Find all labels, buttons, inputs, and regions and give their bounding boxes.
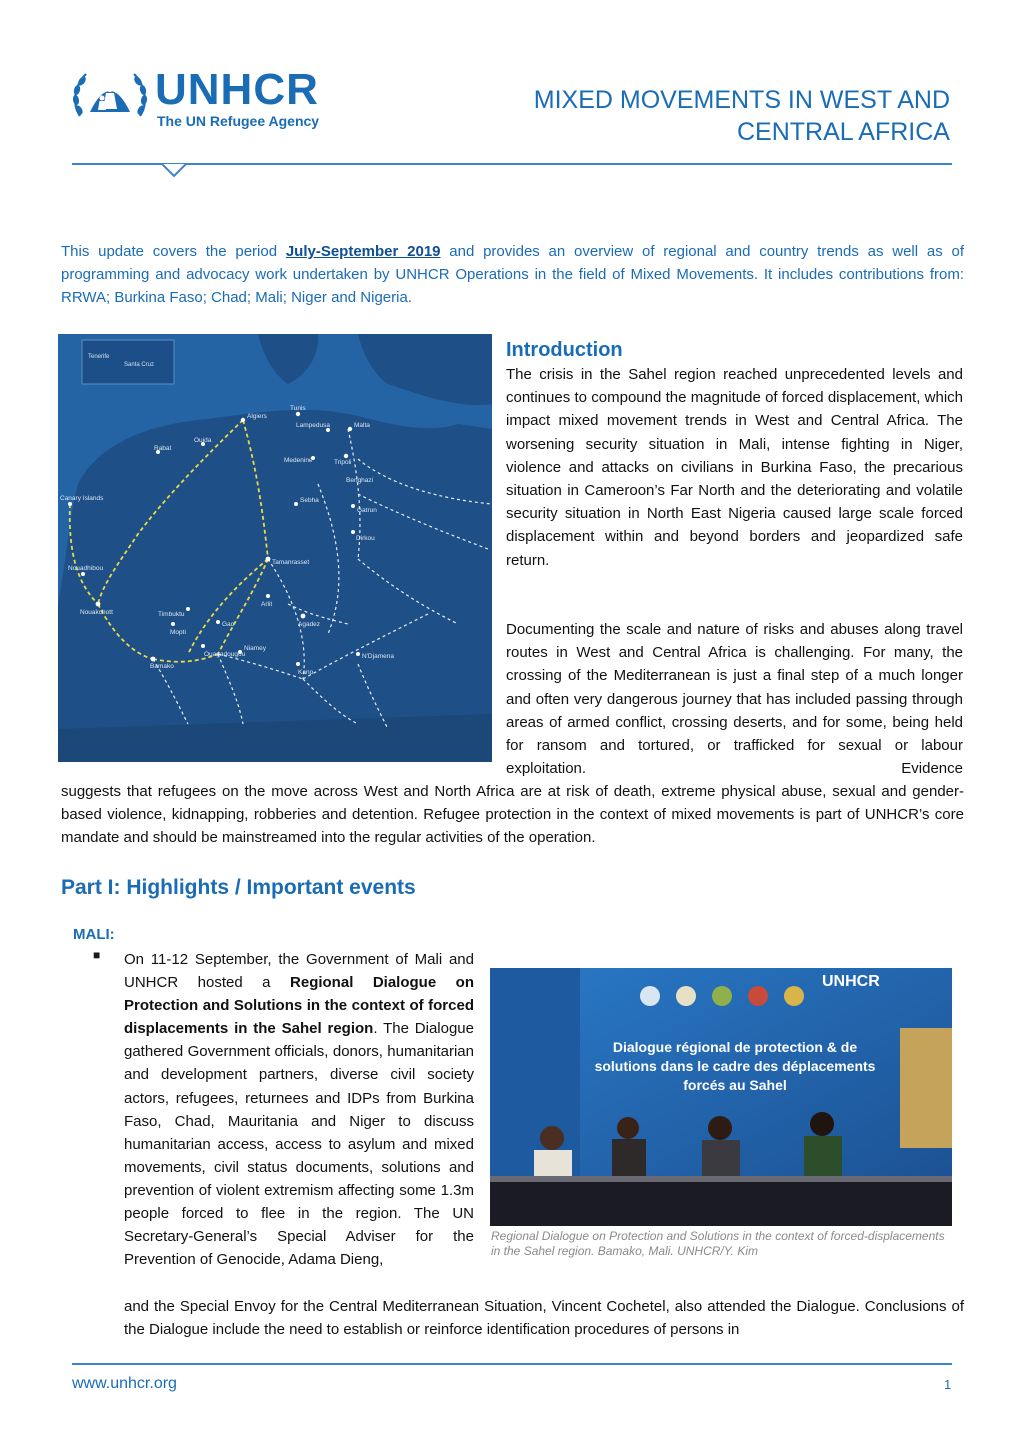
photo-banner-text: Dialogue régional de protection & de solutions dans le cadre des déplacements forcés au Sahel (594, 1039, 876, 1093)
part-1-heading: Part I: Highlights / Important events (61, 876, 416, 899)
photo-caption: Regional Dialogue on Protection and Solutions in the context of forced-displacements in the Sahel region. Bamako, Mali. UNHCR/Y. Kim (491, 1229, 945, 1258)
header-divider (72, 163, 952, 165)
footer-website-link[interactable]: www.unhcr.org (72, 1375, 177, 1392)
country-heading-mali: MALI: (73, 926, 115, 943)
intro-paragraph-2: Documenting the scale and nature of risks and abuses along travel routes in West and Central Africa is challenging. For many, the crossing of the Mediterranean is just a final step of a much longer and often very dangerous journey that has included passing through areas of armed conflict, crossing deserts, and for some, being held for ransom and tortured, or trafficked for sexual or labour exploitation. Evidence (506, 621, 963, 778)
intro-paragraph-2-continued: suggests that refugees on the move across West and North Africa are at risk of death, extreme physical abuse, sexual and gender-based violence, kidnapping, robberies and detention. Refugee protection in the context of mixed movements is part of UNHCR’s core mandate and should be mainstreamed into the regular activities of the operation. (61, 783, 964, 847)
city-label: Dirkou (356, 535, 375, 542)
mixed-movements-route-map (58, 334, 492, 762)
city-label: Nouakchott (80, 609, 113, 616)
bullet-icon: ■ (93, 948, 101, 962)
city-label: Agadez (298, 621, 321, 628)
footer-divider (72, 1363, 952, 1365)
update-summary (61, 240, 964, 309)
mali-bullet-text (124, 948, 474, 1271)
title-line-1: MIXED MOVEMENTS IN WEST AND (533, 86, 950, 114)
city-label: Arlit (261, 601, 273, 608)
inset-label: Santa Cruz (124, 362, 155, 368)
city-label: Kano (298, 669, 314, 676)
org-tagline: The UN Refugee Agency (157, 113, 320, 129)
introduction-heading: Introduction (506, 339, 623, 361)
city-label: Niamey (244, 645, 267, 652)
dialogue-name: Regional Dialogue on Protection and Solutions in the context of forced displacements in the Sahel region (124, 974, 474, 1038)
route-map-graphic (58, 334, 492, 762)
mali-bullet-continued: and the Special Envoy for the Central Mediterranean Situation, Vincent Cochetel, also attended the Dialogue. Conclusions of the Dialogue include the need to establish or reinforce identification procedures of persons in (124, 1298, 964, 1339)
city-label: Nouadhibou (68, 565, 104, 572)
regional-dialogue-photo (490, 968, 952, 1226)
city-label: Rabat (154, 445, 172, 452)
city-label: Lampedusa (296, 422, 330, 429)
reporting-period: July-September 2019 (285, 243, 441, 260)
unhcr-emblem-icon (70, 66, 150, 128)
photo-unhcr-logo: UNHCR (822, 973, 880, 990)
city-label: Gao (222, 621, 235, 628)
city-label: Tripoli (334, 459, 352, 466)
city-label: Sebha (300, 497, 319, 504)
city-label: Timbuktu (158, 611, 185, 618)
city-label: Bamako (150, 663, 174, 670)
city-label: Tamanrasset (272, 559, 310, 566)
summary-text-end: and provides an overview of regional and country trends as well as of programming and advocacy work undertaken by UNHCR Operations in the field of Mixed Movements. It includes contributions from: RRWA; Burkina Faso; Chad; Mali; Niger and Nigeria. (61, 243, 964, 306)
city-label: Canary Islands (60, 495, 104, 502)
conference-photo-graphic (490, 968, 952, 1226)
intro-paragraph-1: The crisis in the Sahel region reached unprecedented levels and continues to compound the magnitude of forced displacement, which impact mixed movement trends in West and Central Africa. The worsening security situation in Mali, intense fighting in Niger, violence and attacks on civilians in Burkina Faso, the precarious situation in Cameroon’s Far North and the deteriorating and volatile security situation in North East Nigeria caused large scale forced displacement within and beyond borders and jeopardized safe return. (506, 366, 963, 569)
page-number: 1 (944, 1377, 952, 1392)
city-label: Benghazi (346, 477, 374, 484)
bullet-text-end: . The Dialogue gathered Government officials, donors, humanitarian and development partners, diverse civil society actors, refugees, returnees and IDPs from Burkina Faso, Chad, Mauritania and Niger to discuss humanitarian access, access to asylum and mixed movements, civil status documents, solutions and prevention of violent extremism affecting some 1.3m people forced to flee in the region. The UN Secretary-General’s Special Adviser for the Prevention of Genocide, Adama Dieng, (124, 1020, 474, 1269)
city-label: Tunis (290, 405, 306, 412)
document-title (430, 84, 950, 148)
title-line-2: CENTRAL AFRICA (736, 118, 950, 146)
city-label: Mopti (170, 629, 186, 636)
bullet-text-start: On 11-12 September, the Government of Mali and UNHCR hosted a (124, 951, 474, 992)
divider-notch-icon (162, 163, 186, 179)
city-label: Gatrun (357, 507, 377, 514)
city-label: Oujda (194, 437, 212, 444)
city-label: Medenine (284, 457, 313, 464)
city-label: N'Djamena (362, 653, 394, 660)
inset-label: Tenerife (88, 354, 110, 360)
city-label: Malta (354, 422, 370, 429)
org-name: UNHCR (155, 65, 319, 114)
summary-text-start: This update covers the period (61, 243, 286, 260)
city-label: Ouagadougou (204, 651, 246, 658)
city-label: Algiers (247, 413, 267, 420)
